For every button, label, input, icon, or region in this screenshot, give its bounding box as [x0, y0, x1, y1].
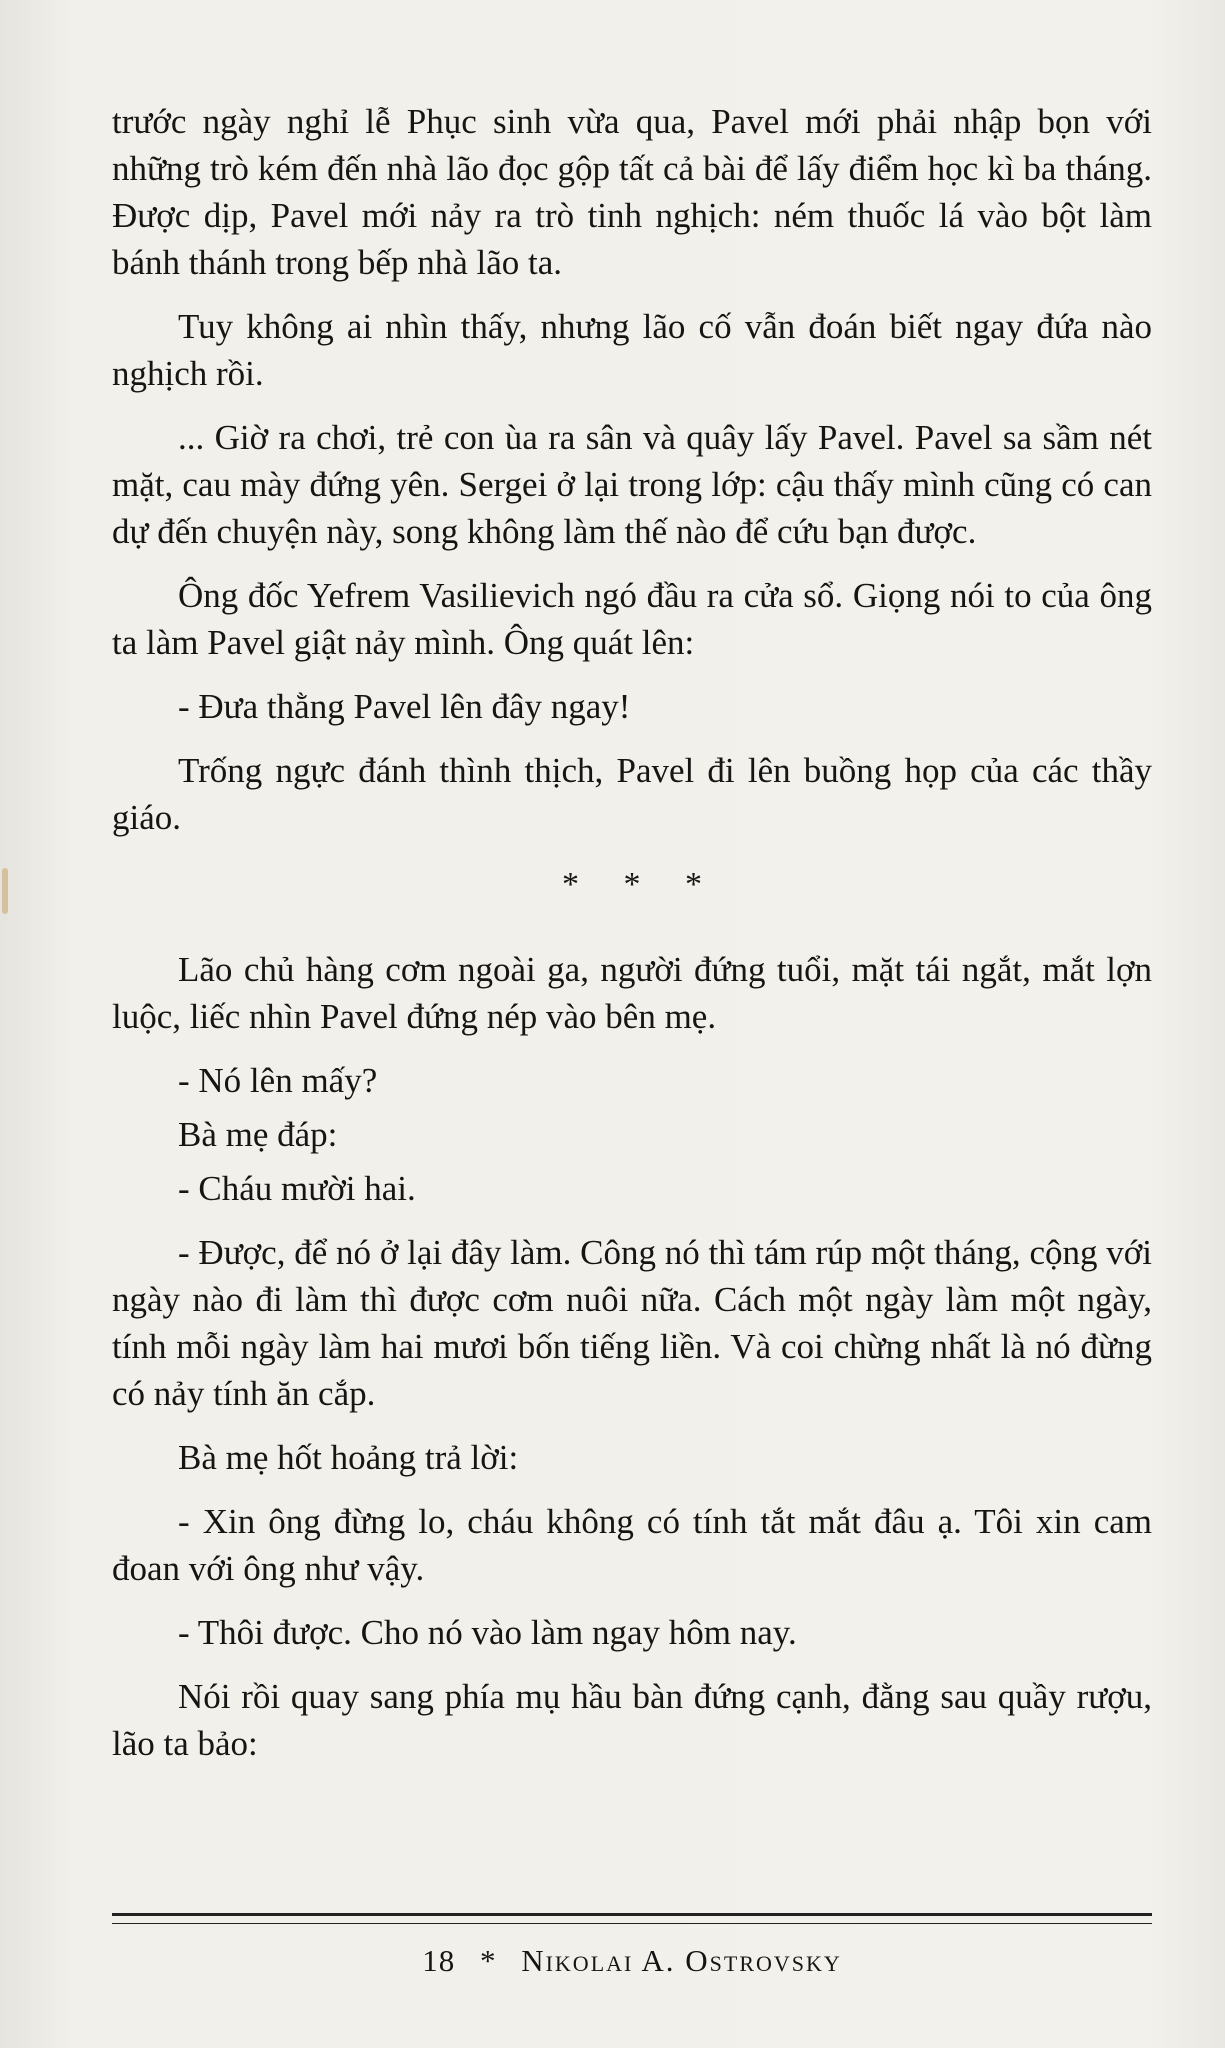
author-name: Nikolai A. Ostrovsky	[521, 1943, 842, 1978]
page-edge-mark	[2, 868, 8, 914]
paragraph: Ông đốc Yefrem Vasilievich ngó đầu ra cửa sổ. Giọng nói to của ông ta làm Pavel giật nảy mình. Ông quát lên:	[112, 576, 1152, 662]
dialogue-line: - Được, để nó ở lại đây làm. Công nó thì tám rúp một tháng, cộng với ngày nào đi làm thì được cơm nuôi nữa. Cách một ngày làm một ngày, tính mỗi ngày làm hai mươi bốn tiếng liền. Và coi chừng nhất là nó đừng có nảy tính ăn cắp.	[112, 1233, 1152, 1413]
dialogue-line: - Đưa thằng Pavel lên đây ngay!	[178, 687, 631, 726]
dialogue-line: - Xin ông đừng lo, cháu không có tính tắt mắt đâu ạ. Tôi xin cam đoan với ông như vậy.	[112, 1502, 1152, 1588]
paragraph: Tuy không ai nhìn thấy, nhưng lão cố vẫn đoán biết ngay đứa nào nghịch rồi.	[112, 307, 1152, 393]
page-footer	[112, 1943, 1152, 1979]
dialogue-line: - Cháu mười hai.	[178, 1169, 416, 1208]
paragraph: Trống ngực đánh thình thịch, Pavel đi lên buồng họp của các thầy giáo.	[112, 751, 1152, 837]
paragraph: Nói rồi quay sang phía mụ hầu bàn đứng cạnh, đằng sau quầy rượu, lão ta bảo:	[112, 1677, 1152, 1763]
dialogue-line: - Thôi được. Cho nó vào làm ngay hôm nay.	[178, 1613, 797, 1652]
paragraph: ... Giờ ra chơi, trẻ con ùa ra sân và quây lấy Pavel. Pavel sa sầm nét mặt, cau mày đứng yên. Sergei ở lại trong lớp: cậu thấy mình cũng có can dự đến chuyện này, song không làm thế nào để cứu bạn được.	[112, 418, 1152, 551]
section-separator: * * *	[562, 866, 720, 903]
footer-separator: *	[479, 1943, 497, 1978]
paragraph: Bà mẹ hốt hoảng trả lời:	[178, 1438, 519, 1477]
page-number: 18	[422, 1943, 456, 1978]
paragraph: Lão chủ hàng cơm ngoài ga, người đứng tuổi, mặt tái ngắt, mắt lợn luộc, liếc nhìn Pavel đứng nép vào bên mẹ.	[112, 950, 1152, 1036]
paragraph: Bà mẹ đáp:	[178, 1115, 338, 1154]
footer-rule	[112, 1913, 1152, 1924]
dialogue-line: - Nó lên mấy?	[178, 1061, 378, 1100]
paragraph: trước ngày nghỉ lễ Phục sinh vừa qua, Pavel mới phải nhập bọn với những trò kém đến nhà lão đọc gộp tất cả bài để lấy điểm học kì ba tháng. Được dịp, Pavel mới nảy ra trò tinh nghịch: ném thuốc lá vào bột làm bánh thánh trong bếp nhà lão ta.	[112, 102, 1152, 282]
body-text	[112, 98, 1152, 1784]
